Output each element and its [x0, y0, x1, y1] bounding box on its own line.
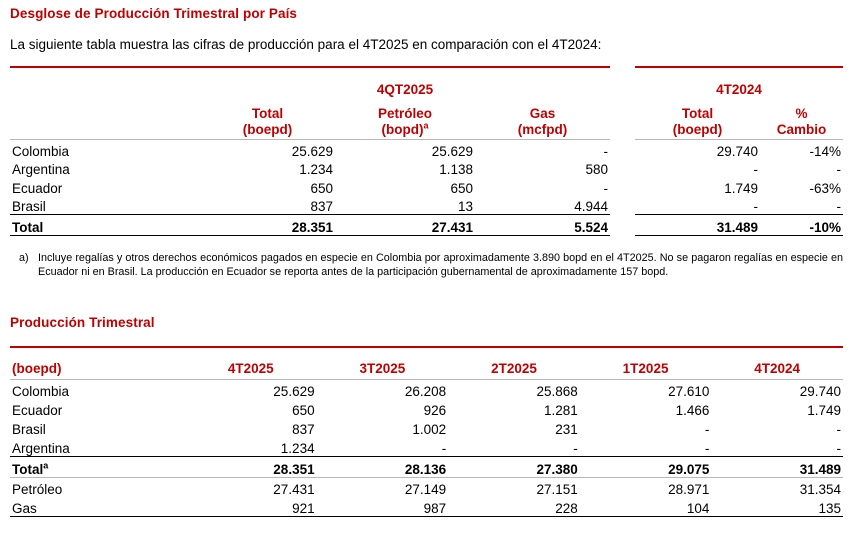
- table2-total-row: [10, 457, 843, 478]
- cell-gap: [610, 196, 635, 215]
- quarterly-production-table: [10, 346, 843, 517]
- table2-body: [10, 380, 843, 517]
- table1-group-current: 4QT2025: [200, 67, 610, 97]
- cell-pct: -14%: [809, 143, 842, 159]
- table1-header-pct-change: [760, 97, 843, 140]
- table1-column-gap: [610, 97, 635, 140]
- table-row: [10, 177, 843, 196]
- cell-total-prior: 31.489: [635, 215, 760, 236]
- table-row: [10, 437, 843, 457]
- table1-header-total-prior: [635, 97, 760, 140]
- cell-1t2025: -: [704, 422, 710, 437]
- table1-header-total: [200, 97, 335, 140]
- table2-header-q1: 4T2025: [185, 347, 317, 380]
- cell-1t2025: 104: [580, 497, 712, 517]
- cell-total: 25.629: [291, 143, 333, 159]
- cell-4t2025: 1.234: [280, 441, 315, 456]
- cell-gas: 5.524: [475, 215, 610, 236]
- cell-4t2024: 31.354: [799, 482, 841, 497]
- cell-2t2025: 1.281: [543, 403, 578, 418]
- cell-4t2025: 27.431: [273, 482, 315, 497]
- cell-4t2024: 31.489: [711, 457, 843, 478]
- table-row: [10, 196, 843, 215]
- cell-gas: 4.944: [574, 199, 608, 214]
- table-row: [10, 399, 843, 418]
- table1-header-name: [10, 97, 200, 140]
- footnote-a: [10, 252, 843, 279]
- table1-total-row: [10, 215, 843, 236]
- table1-group-blank: [10, 67, 200, 97]
- row-label: Brasil: [12, 199, 46, 214]
- cell-3t2025: -: [441, 441, 447, 456]
- table-row: [10, 380, 843, 400]
- cell-total: 650: [310, 180, 333, 196]
- section-title-quarterly-production: Producción Trimestral: [10, 315, 155, 330]
- cell-4t2024: 135: [711, 497, 843, 517]
- cell-1t2025: -: [704, 441, 710, 456]
- cell-2t2025: 27.380: [448, 457, 580, 478]
- cell-pct: -10%: [760, 215, 843, 236]
- header-line2: (bopd): [381, 121, 424, 137]
- header-line1: Total: [681, 106, 714, 121]
- cell-3t2025: 27.149: [404, 482, 447, 497]
- cell-4t2024: 29.740: [799, 384, 841, 399]
- row-label: Petróleo: [12, 482, 63, 497]
- header-line2: (boepd): [672, 121, 723, 137]
- row-label: Ecuador: [12, 180, 63, 196]
- cell-oil: 13: [457, 199, 473, 214]
- cell-2t2025: 228: [448, 497, 580, 517]
- table-row: [10, 140, 843, 159]
- footnote-marker: a): [19, 252, 29, 264]
- table2-header-q4: 1T2025: [580, 347, 712, 380]
- cell-oil: 650: [450, 180, 473, 196]
- cell-2t2025: 231: [555, 422, 578, 437]
- cell-pct: -: [836, 162, 842, 177]
- header-line2: (mcfpd): [517, 121, 568, 137]
- cell-4t2024: 1.749: [807, 403, 841, 418]
- row-label: Gas: [10, 497, 185, 517]
- cell-4t2025: 921: [185, 497, 317, 517]
- cell-4t2025: 650: [292, 403, 315, 418]
- cell-4t2025: 25.629: [273, 384, 315, 399]
- header-line1: Gas: [529, 106, 556, 121]
- cell-oil: 1.138: [439, 162, 473, 177]
- cell-3t2025: 1.002: [412, 422, 447, 437]
- cell-4t2025: 837: [292, 422, 315, 437]
- cell-gap: [610, 177, 635, 196]
- header-line1: %: [795, 106, 808, 121]
- table1-column-gap: [610, 67, 635, 97]
- cell-pct: -63%: [809, 180, 842, 196]
- table1-group-prior: 4T2024: [635, 67, 843, 97]
- cell-gas: 580: [585, 162, 608, 177]
- cell-pct: -: [836, 199, 842, 214]
- table1-header-oil: [335, 97, 475, 140]
- cell-gap: [610, 140, 635, 159]
- table2-header-q2: 3T2025: [317, 347, 449, 380]
- table-row: [10, 497, 843, 517]
- cell-1t2025: 28.971: [668, 482, 710, 497]
- cell-gas: -: [603, 180, 608, 196]
- header-line2: Cambio: [776, 121, 827, 137]
- table2-unit-label: (boepd): [10, 347, 185, 380]
- cell-1t2025: 1.466: [675, 403, 710, 418]
- header-line1: Total: [251, 106, 284, 121]
- cell-total-prior: 29.740: [716, 143, 758, 159]
- cell-total-prior: -: [753, 199, 758, 214]
- row-label: Colombia: [12, 384, 70, 399]
- cell-oil: 27.431: [335, 215, 475, 236]
- intro-paragraph: La siguiente tabla muestra las cifras de producción para el 4T2025 en comparación con el 4T2024:: [10, 37, 602, 52]
- row-label: Brasil: [12, 422, 46, 437]
- cell-3t2025: 26.208: [404, 384, 447, 399]
- cell-1t2025: 29.075: [580, 457, 712, 478]
- table2-head: [10, 347, 843, 380]
- quarterly-breakdown-table-wrapper: [10, 66, 843, 236]
- row-label: [10, 457, 185, 478]
- table1-body: [10, 140, 843, 236]
- table-row: [10, 159, 843, 178]
- row-label: Argentina: [12, 162, 70, 177]
- cell-gas: -: [603, 143, 608, 159]
- table1-column-header-row: [10, 97, 843, 140]
- table-row: [10, 478, 843, 498]
- footnote-ref-a: a: [423, 120, 429, 130]
- cell-4t2024: -: [836, 422, 841, 437]
- cell-4t2025: 28.351: [185, 457, 317, 478]
- cell-4t2024: -: [836, 441, 841, 456]
- table-row: [10, 418, 843, 437]
- cell-total: 837: [310, 199, 333, 214]
- footnote-text: Incluye regalías y otros derechos económicos pagados en especie en Colombia por aproximadamente 3.890 bopd en el 4T2025. No se pagaron regalías en especie en Ecuador ni en Brasil. La producción en Ecuador se reporta antes de la participación gubernamental de aproximadamente 157 bopd.: [38, 252, 843, 278]
- row-label: Total: [10, 215, 200, 236]
- cell-gap: [610, 215, 635, 236]
- table2-header-q5: 4T2024: [711, 347, 843, 380]
- cell-2t2025: 25.868: [536, 384, 578, 399]
- row-label: Colombia: [12, 143, 70, 159]
- page-title: Desglose de Producción Trimestral por País: [10, 6, 298, 21]
- header-line2: (boepd): [242, 121, 293, 137]
- row-label: Argentina: [12, 441, 70, 456]
- quarterly-production-section: [10, 315, 843, 517]
- quarterly-breakdown-table: [10, 66, 843, 236]
- footnote-ref-a: a: [43, 460, 49, 471]
- cell-2t2025: 27.151: [536, 482, 578, 497]
- cell-total: 28.351: [200, 215, 335, 236]
- cell-2t2025: -: [573, 441, 578, 456]
- header-line1: Petróleo: [377, 106, 432, 121]
- cell-3t2025: 28.136: [317, 457, 449, 478]
- cell-oil: 25.629: [431, 143, 473, 159]
- table2-header-row: [10, 347, 843, 380]
- cell-total: 1.234: [299, 162, 333, 177]
- cell-total-prior: 1.749: [724, 180, 758, 196]
- table2-header-q3: 2T2025: [448, 347, 580, 380]
- cell-gap: [610, 159, 635, 178]
- row-label: Ecuador: [12, 403, 63, 418]
- cell-total-prior: -: [753, 162, 758, 177]
- cell-1t2025: 27.610: [668, 384, 710, 399]
- table1-group-header-row: [10, 67, 843, 97]
- table1-header-gas: [475, 97, 610, 140]
- total-label: Total: [12, 462, 44, 477]
- table1-head: [10, 67, 843, 140]
- cell-3t2025: 987: [317, 497, 449, 517]
- cell-3t2025: 926: [423, 403, 447, 418]
